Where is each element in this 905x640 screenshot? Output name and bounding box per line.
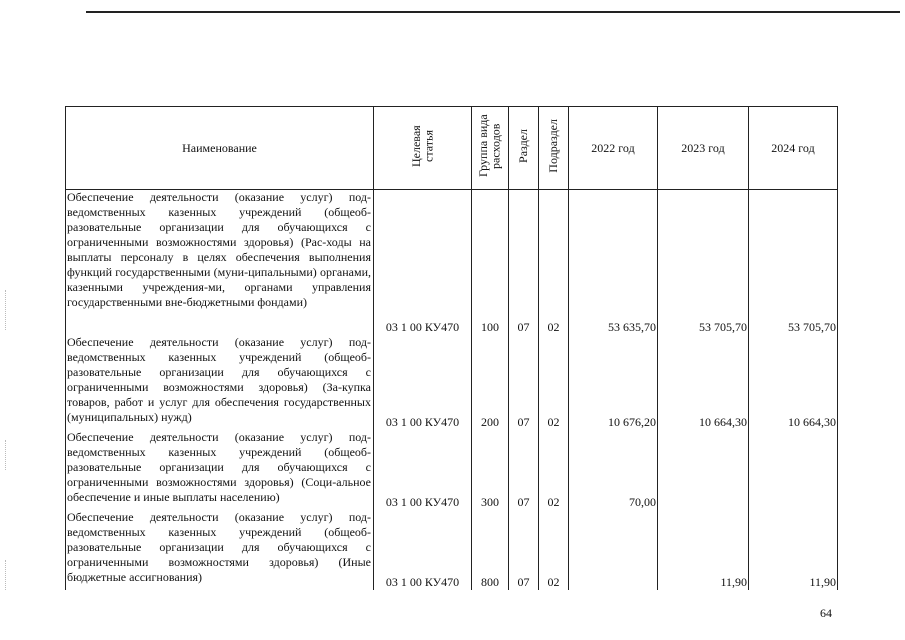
col-section-header: Раздел: [509, 107, 539, 190]
row-2023: [658, 430, 749, 510]
row-expense-group: 100: [472, 190, 509, 336]
row-2023: 53 705,70: [658, 190, 749, 336]
col-2022-header: 2022 год: [569, 107, 658, 190]
row-subsection: 02: [539, 510, 569, 590]
scan-artifact: [5, 440, 7, 470]
row-section: 07: [509, 430, 539, 510]
row-2023: 11,90: [658, 510, 749, 590]
table-row: [66, 190, 838, 336]
row-2023: 10 664,30: [658, 335, 749, 430]
row-name: Обеспечение деятельности (оказание услуг) под-ведомственных казенных учреждений (общеоб-разовательные организации для обучающихся с ограниченными возможностями здоровья) (Рас-ходы на выплаты персоналу в целях обеспечения выполнения функций государственными (муни-ципальными) органами, казенными учреждения-ми, органами управления государственными вне-бюджетными фондами): [66, 190, 374, 336]
row-expense-group: 800: [472, 510, 509, 590]
row-target: 03 1 00 КУ470: [374, 335, 472, 430]
row-2022: 10 676,20: [569, 335, 658, 430]
row-section: 07: [509, 510, 539, 590]
row-name: Обеспечение деятельности (оказание услуг) под-ведомственных казенных учреждений (общеоб-разовательные организации для обучающихся с ограниченными возможностями здоровья) (Иные бюджетные ассигнования): [66, 510, 374, 590]
table-row: [66, 335, 838, 430]
row-subsection: 02: [539, 430, 569, 510]
table-row: [66, 430, 838, 510]
budget-table: [65, 106, 838, 590]
row-name: Обеспечение деятельности (оказание услуг) под-ведомственных казенных учреждений (общеоб-разовательные организации для обучающихся с ограниченными возможностями здоровья) (За-купка товаров, работ и услуг для обеспечения государственных (муниципальных) нужд): [66, 335, 374, 430]
scan-artifact: [5, 560, 7, 590]
page-number: 64: [820, 606, 832, 620]
col-2024-header: 2024 год: [749, 107, 838, 190]
col-target-header: Целевая статья: [374, 107, 472, 190]
row-expense-group: 300: [472, 430, 509, 510]
col-subsection-header: Подраздел: [539, 107, 569, 190]
row-section: 07: [509, 190, 539, 336]
row-target: 03 1 00 КУ470: [374, 190, 472, 336]
col-2023-header: 2023 год: [658, 107, 749, 190]
table-row: [66, 510, 838, 590]
row-name: Обеспечение деятельности (оказание услуг) под-ведомственных казенных учреждений (общеоб-разовательные организации для обучающихся с ограниченными возможностями здоровья) (Соци-альное обеспечение и иные выплаты населению): [66, 430, 374, 510]
col-expense-group-header: Группа вида расходов: [472, 107, 509, 190]
row-2022: [569, 510, 658, 590]
col-name-header: Наименование: [66, 107, 374, 190]
row-section: 07: [509, 335, 539, 430]
row-target: 03 1 00 КУ470: [374, 510, 472, 590]
row-subsection: 02: [539, 335, 569, 430]
top-rule: [86, 11, 900, 13]
row-2024: 11,90: [749, 510, 838, 590]
row-expense-group: 200: [472, 335, 509, 430]
row-2022: 53 635,70: [569, 190, 658, 336]
scan-artifact: [5, 290, 7, 330]
row-2024: 10 664,30: [749, 335, 838, 430]
row-target: 03 1 00 КУ470: [374, 430, 472, 510]
row-2022: 70,00: [569, 430, 658, 510]
table-header-row: [66, 107, 838, 190]
row-2024: [749, 430, 838, 510]
row-2024: 53 705,70: [749, 190, 838, 336]
row-subsection: 02: [539, 190, 569, 336]
